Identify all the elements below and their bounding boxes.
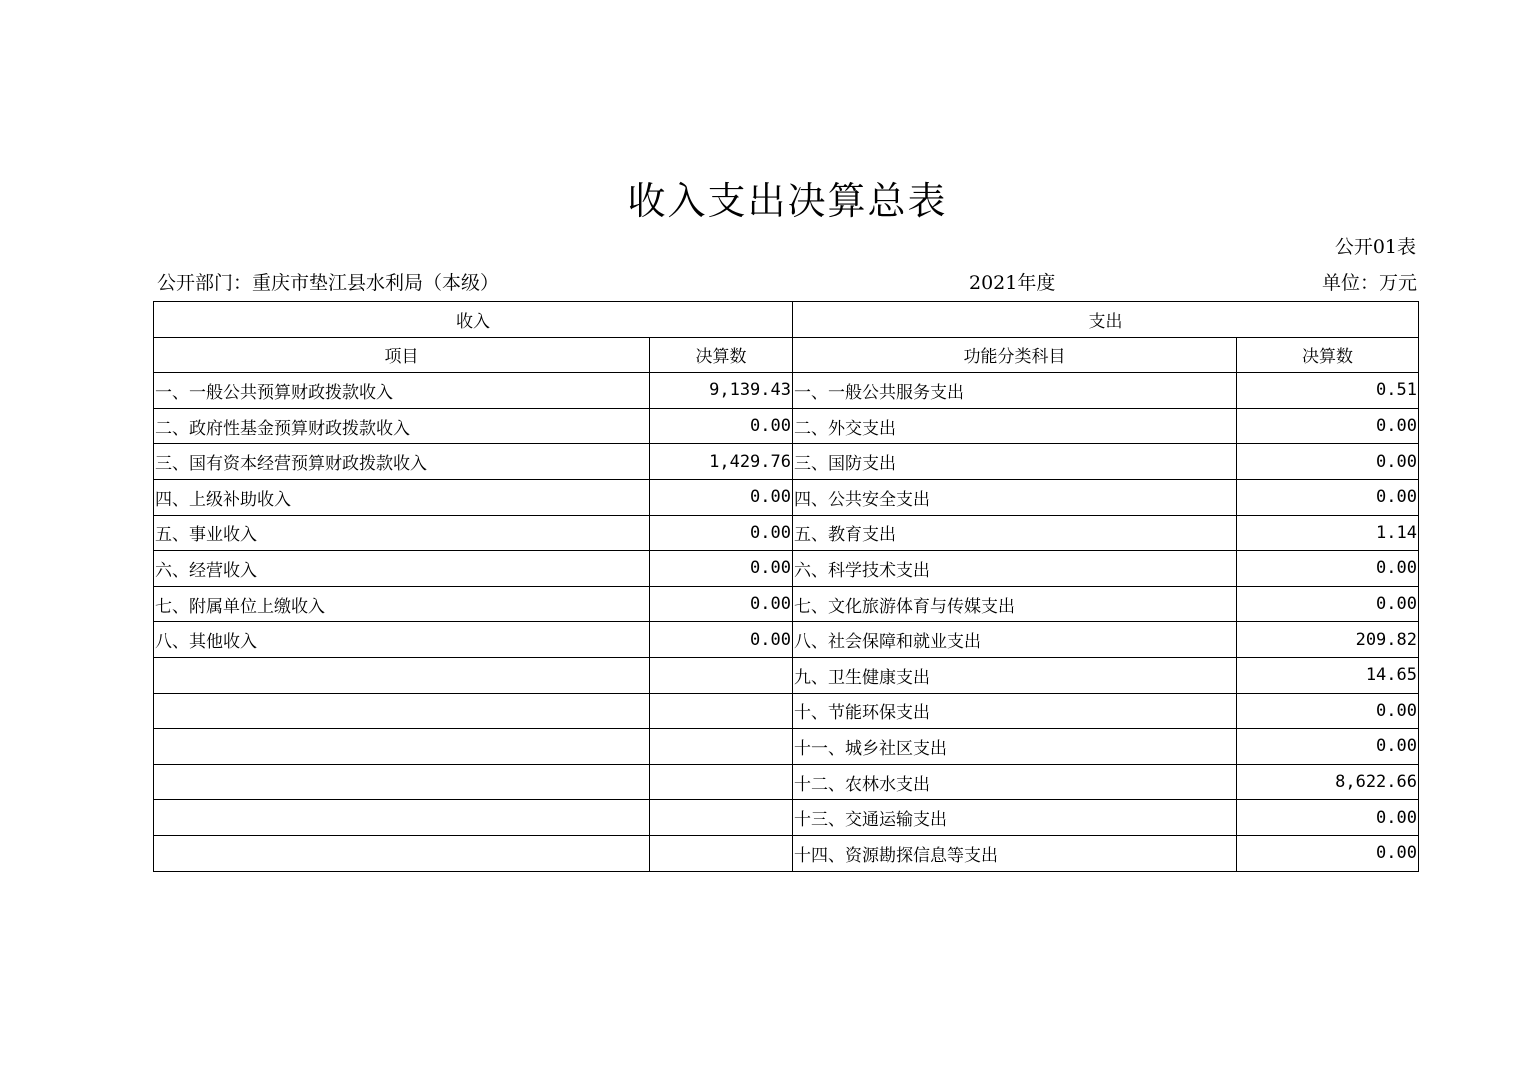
expense-item-cell: 十二、农林水支出 xyxy=(793,764,1237,800)
column-header-function: 功能分类科目 xyxy=(793,337,1237,373)
expense-amount-cell: 0.00 xyxy=(1237,408,1419,444)
unit-label: 单位：万元 xyxy=(1321,272,1417,294)
report-meta xyxy=(157,268,1417,296)
form-number: 公开01表 xyxy=(1334,236,1416,258)
expense-amount-cell: 0.00 xyxy=(1237,729,1419,765)
expense-amount-cell: 0.00 xyxy=(1237,479,1419,515)
expense-item-cell: 五、教育支出 xyxy=(793,515,1237,551)
expense-item-cell: 四、公共安全支出 xyxy=(793,479,1237,515)
income-item-cell: 二、政府性基金预算财政拨款收入 xyxy=(154,408,650,444)
page-title: 收入支出决算总表 xyxy=(627,179,948,223)
expense-item-cell: 二、外交支出 xyxy=(793,408,1237,444)
expense-item-cell: 三、国防支出 xyxy=(793,444,1237,480)
income-item-cell: 五、事业收入 xyxy=(154,515,650,551)
income-item-cell: 一、一般公共预算财政拨款收入 xyxy=(154,373,650,409)
expense-amount-cell: 0.00 xyxy=(1237,444,1419,480)
expense-amount-cell: 209.82 xyxy=(1237,622,1419,658)
expense-amount-cell: 0.00 xyxy=(1237,693,1419,729)
income-item-cell xyxy=(154,835,650,871)
expense-item-cell: 六、科学技术支出 xyxy=(793,551,1237,587)
income-amount-cell xyxy=(650,729,793,765)
table-row xyxy=(154,551,1419,587)
income-item-cell: 八、其他收入 xyxy=(154,622,650,658)
income-item-cell xyxy=(154,729,650,765)
section-header-row xyxy=(154,302,1419,338)
expense-item-cell: 一、一般公共服务支出 xyxy=(793,373,1237,409)
table-row xyxy=(154,515,1419,551)
income-item-cell xyxy=(154,800,650,836)
income-expense-table xyxy=(153,301,1419,872)
column-header-row xyxy=(154,337,1419,373)
income-item-cell: 六、经营收入 xyxy=(154,551,650,587)
expense-item-cell: 八、社会保障和就业支出 xyxy=(793,622,1237,658)
fiscal-year: 2021年度 xyxy=(969,272,1056,294)
expense-amount-cell: 0.00 xyxy=(1237,551,1419,587)
expense-item-cell: 十三、交通运输支出 xyxy=(793,800,1237,836)
income-amount-cell xyxy=(650,835,793,871)
expense-amount-cell: 14.65 xyxy=(1237,657,1419,693)
income-amount-cell: 1,429.76 xyxy=(650,444,793,480)
expense-item-cell: 十一、城乡社区支出 xyxy=(793,729,1237,765)
expense-amount-cell: 0.51 xyxy=(1237,373,1419,409)
table-row xyxy=(154,764,1419,800)
expense-amount-cell: 1.14 xyxy=(1237,515,1419,551)
income-amount-cell xyxy=(650,657,793,693)
expense-item-cell: 七、文化旅游体育与传媒支出 xyxy=(793,586,1237,622)
income-amount-cell xyxy=(650,764,793,800)
table-row xyxy=(154,479,1419,515)
income-section-header: 收入 xyxy=(154,302,793,338)
income-amount-cell: 0.00 xyxy=(650,586,793,622)
column-header-expense-amount: 决算数 xyxy=(1237,337,1419,373)
column-header-item: 项目 xyxy=(154,337,650,373)
expense-section-header: 支出 xyxy=(793,302,1419,338)
income-item-cell: 七、附属单位上缴收入 xyxy=(154,586,650,622)
table-row xyxy=(154,373,1419,409)
expense-item-cell: 十、节能环保支出 xyxy=(793,693,1237,729)
income-item-cell xyxy=(154,657,650,693)
table-row xyxy=(154,408,1419,444)
expense-amount-cell: 0.00 xyxy=(1237,835,1419,871)
table-row xyxy=(154,657,1419,693)
expense-amount-cell: 8,622.66 xyxy=(1237,764,1419,800)
table-row xyxy=(154,693,1419,729)
income-amount-cell: 0.00 xyxy=(650,622,793,658)
expense-item-cell: 十四、资源勘探信息等支出 xyxy=(793,835,1237,871)
table-row xyxy=(154,729,1419,765)
income-amount-cell: 0.00 xyxy=(650,479,793,515)
income-amount-cell: 0.00 xyxy=(650,551,793,587)
table-row xyxy=(154,586,1419,622)
expense-amount-cell: 0.00 xyxy=(1237,800,1419,836)
table-row xyxy=(154,835,1419,871)
expense-item-cell: 九、卫生健康支出 xyxy=(793,657,1237,693)
table-row xyxy=(154,800,1419,836)
income-amount-cell: 0.00 xyxy=(650,408,793,444)
table-row xyxy=(154,622,1419,658)
income-amount-cell: 0.00 xyxy=(650,515,793,551)
income-item-cell: 三、国有资本经营预算财政拨款收入 xyxy=(154,444,650,480)
table-row xyxy=(154,444,1419,480)
income-item-cell xyxy=(154,764,650,800)
department-label: 公开部门：重庆市垫江县水利局（本级） xyxy=(157,272,500,294)
expense-amount-cell: 0.00 xyxy=(1237,586,1419,622)
income-amount-cell: 9,139.43 xyxy=(650,373,793,409)
income-amount-cell xyxy=(650,800,793,836)
income-amount-cell xyxy=(650,693,793,729)
column-header-income-amount: 决算数 xyxy=(650,337,793,373)
income-item-cell: 四、上级补助收入 xyxy=(154,479,650,515)
income-item-cell xyxy=(154,693,650,729)
